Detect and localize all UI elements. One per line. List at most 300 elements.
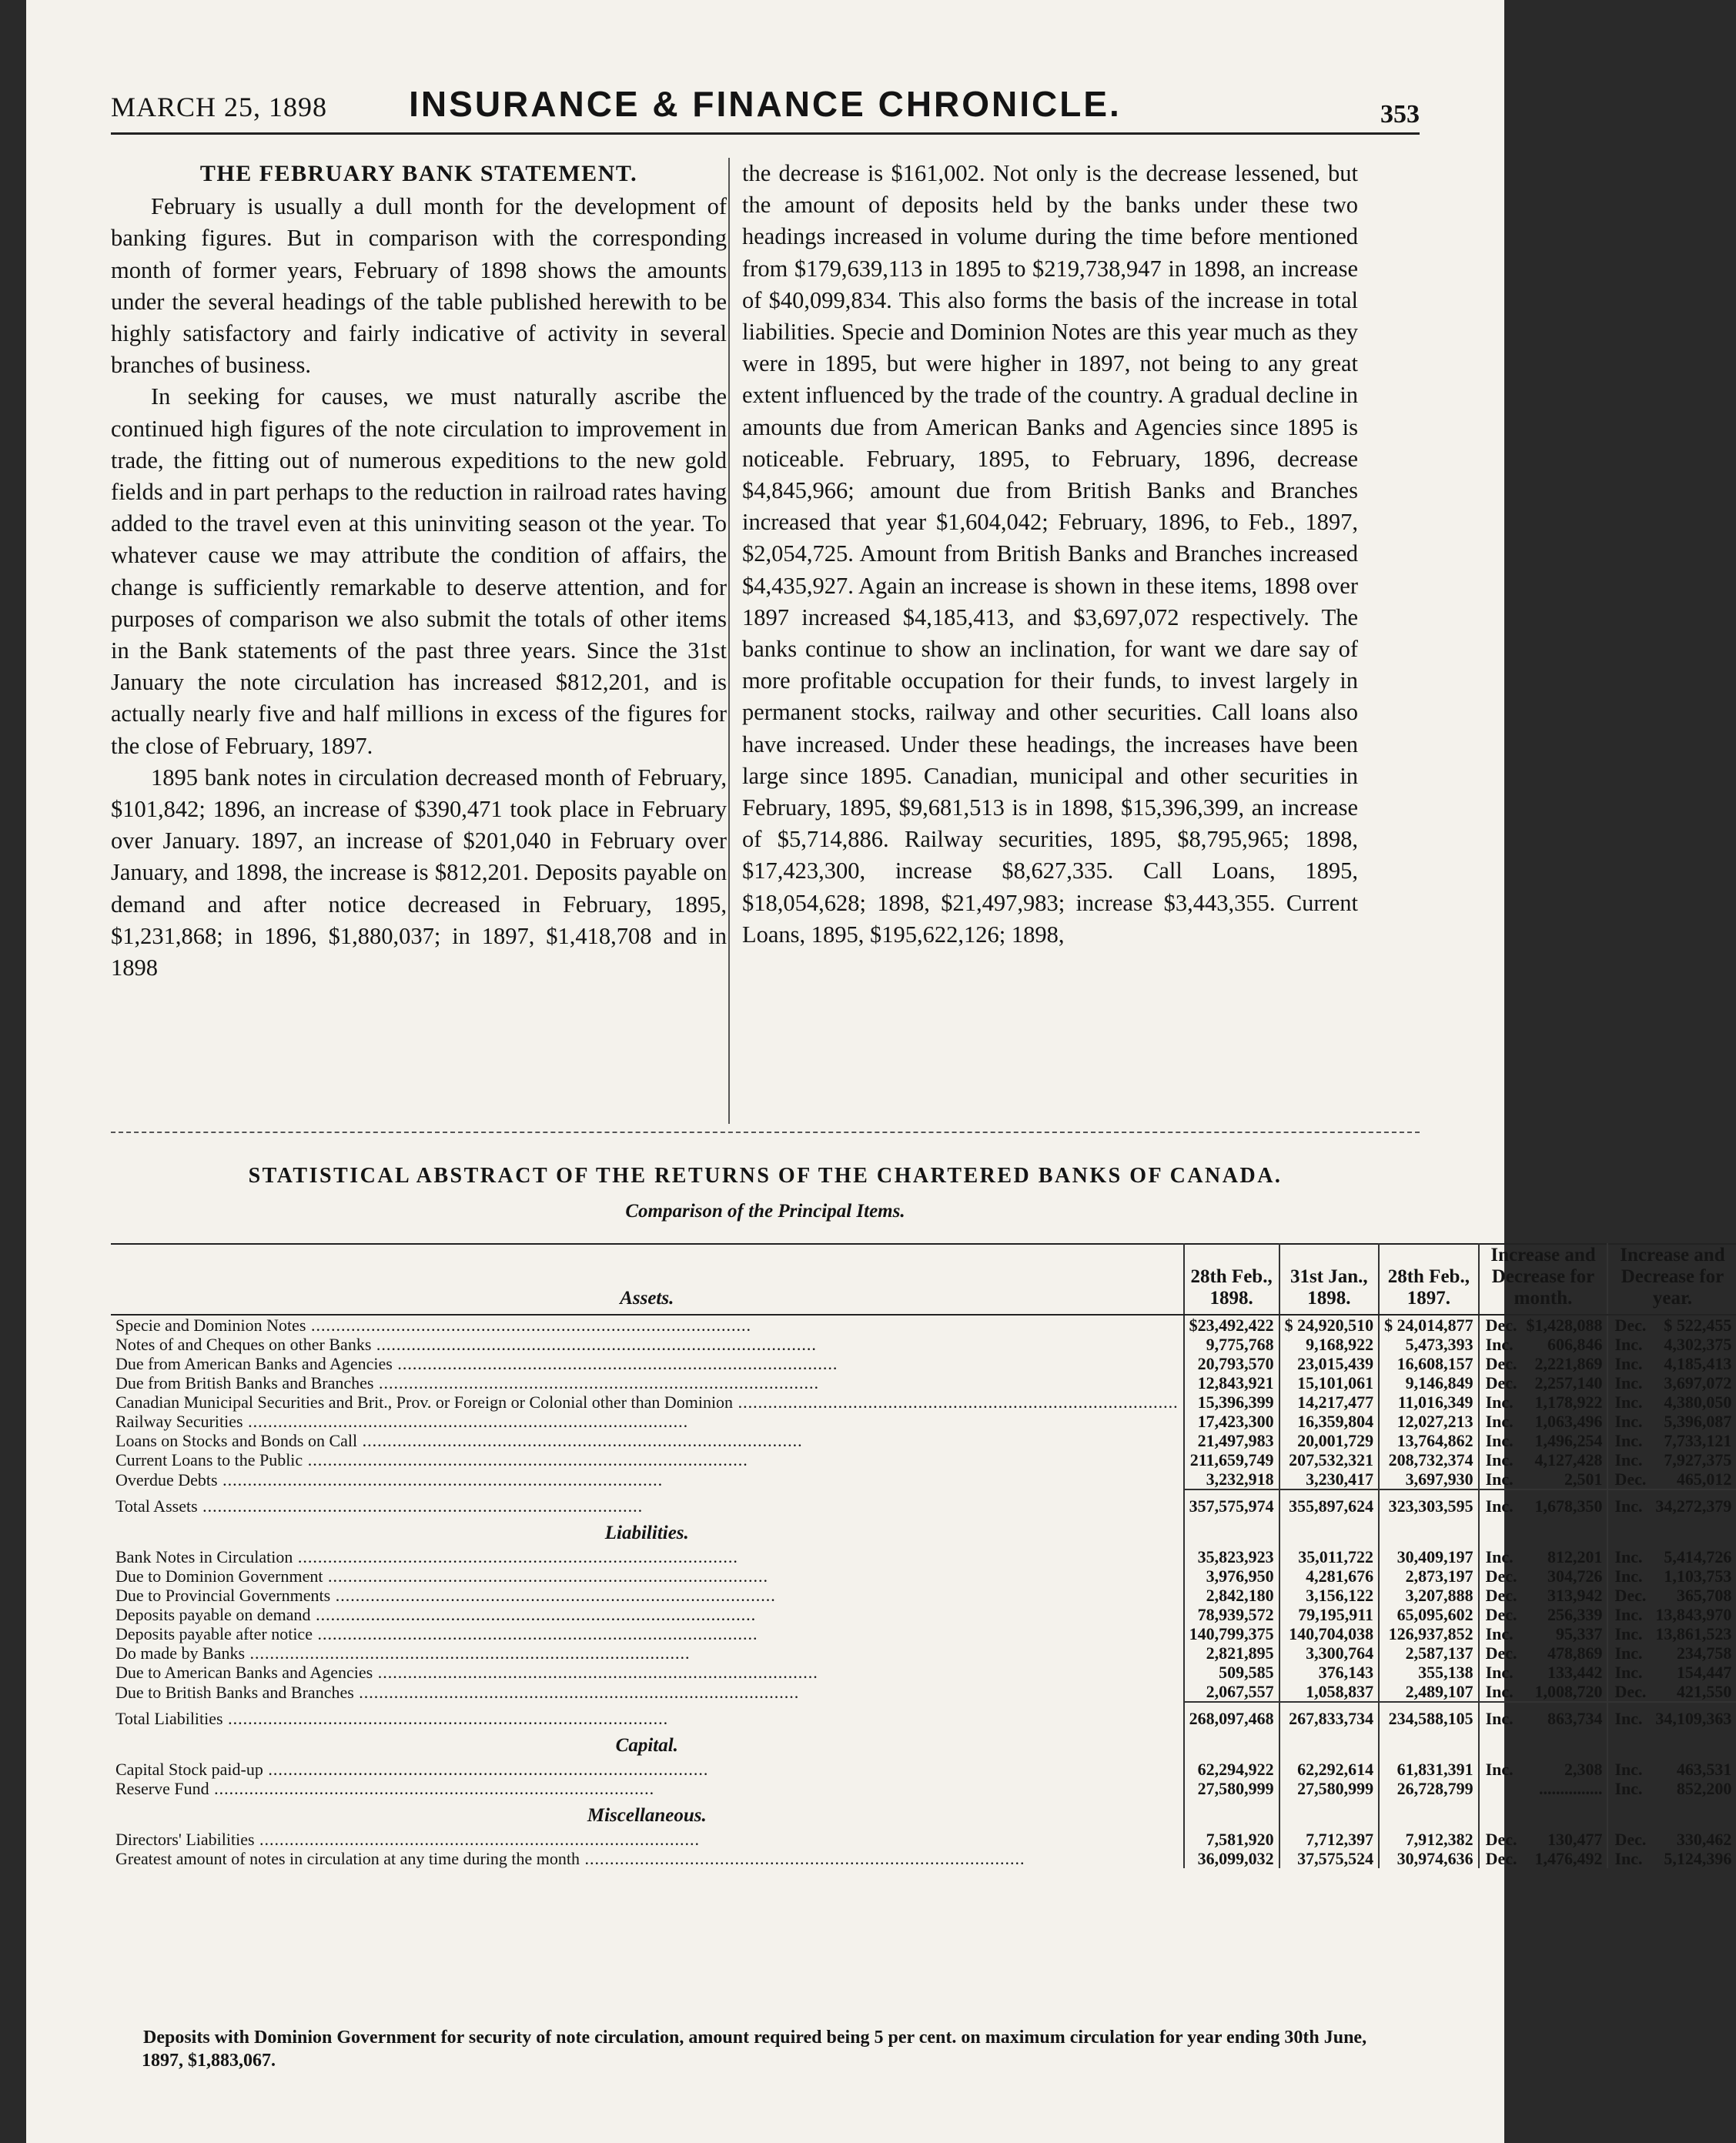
section-heading: Capital.	[615, 1735, 678, 1756]
value-jan-1898: 3,156,122	[1279, 1586, 1380, 1605]
table-row	[111, 1643, 1736, 1663]
table-row	[111, 1431, 1736, 1450]
month-direction: Dec.	[1479, 1373, 1522, 1392]
article-heading: THE FEBRUARY BANK STATEMENT.	[199, 161, 638, 186]
year-change: 365,708	[1676, 1586, 1732, 1605]
article-right-column	[742, 158, 1358, 951]
column-header: Increase and Decrease for month.	[1479, 1244, 1608, 1315]
table-row	[111, 1663, 1736, 1682]
value-feb-1897: 208,732,374	[1379, 1450, 1479, 1469]
value-feb-1897: 61,831,391	[1379, 1760, 1479, 1779]
row-label-text: Greatest amount of notes in circulation at any time during the month	[115, 1849, 580, 1868]
leader-dots: ........................................................................................	[254, 1830, 701, 1849]
value-feb-1897: 30,974,636	[1379, 1849, 1479, 1868]
month-direction: Dec.	[1479, 1605, 1522, 1624]
leader-dots: ........................................................................................	[580, 1849, 1025, 1868]
empty-cell	[1607, 1728, 1651, 1760]
leader-dots: ........................................................................................	[243, 1412, 689, 1431]
year-direction: Inc.	[1607, 1760, 1651, 1779]
year-direction: Inc.	[1607, 1663, 1651, 1682]
value-feb-1898: 357,575,974	[1184, 1489, 1279, 1516]
row-label-text: Loans on Stocks and Bonds on Call	[115, 1431, 358, 1450]
empty-cell	[1521, 1798, 1607, 1830]
value-jan-1898: 355,897,624	[1279, 1489, 1380, 1516]
row-label-text: Due to British Banks and Branches	[115, 1683, 354, 1702]
month-change: 2,257,140	[1534, 1373, 1603, 1392]
year-change: 5,414,726	[1664, 1547, 1732, 1566]
year-change: 154,447	[1676, 1663, 1732, 1682]
month-direction: Inc.	[1479, 1450, 1522, 1469]
publication-title: INSURANCE & FINANCE CHRONICLE.	[409, 84, 1122, 124]
row-label-text: Notes of and Cheques on other Banks	[115, 1335, 372, 1354]
value-feb-1897: 355,138	[1379, 1663, 1479, 1682]
page-header	[111, 83, 1420, 129]
month-direction: Inc.	[1479, 1682, 1522, 1702]
paragraph: February is usually a dull month for the development of banking figures. But in comparison with the corresponding month of former years, February of 1898 shows the amounts under the several headings of the table published herewith to be highly satisfactory and fairly indicative of activity in several branches of business.	[111, 193, 727, 379]
year-change: 5,124,396	[1664, 1849, 1732, 1868]
empty-cell	[1479, 1798, 1522, 1830]
month-change: 1,496,254	[1534, 1431, 1603, 1450]
month-change: 2,221,869	[1534, 1354, 1603, 1373]
row-label-text: Due to American Banks and Agencies	[115, 1663, 373, 1682]
empty-cell	[1379, 1798, 1479, 1830]
issue-date: MARCH 25, 1898	[111, 92, 328, 122]
value-jan-1898: 4,281,676	[1279, 1566, 1380, 1586]
section-heading: Miscellaneous.	[587, 1805, 707, 1826]
month-change: 2,308	[1564, 1760, 1603, 1779]
year-direction: Dec.	[1607, 1682, 1651, 1702]
month-direction: Dec.	[1479, 1586, 1522, 1605]
value-jan-1898: 1,058,837	[1279, 1682, 1380, 1702]
row-label-text: Due to Dominion Government	[115, 1566, 323, 1586]
row-label	[111, 1315, 1184, 1335]
year-change: 13,843,970	[1655, 1605, 1732, 1624]
table-row	[111, 1392, 1736, 1412]
column-header: 31st Jan., 1898.	[1279, 1244, 1380, 1315]
value-feb-1897: 323,303,595	[1379, 1489, 1479, 1516]
value-jan-1898: 3,300,764	[1279, 1643, 1380, 1663]
month-direction: Dec.	[1479, 1566, 1522, 1586]
value-feb-1898: 62,294,922	[1184, 1760, 1279, 1779]
year-change: 7,927,375	[1664, 1450, 1732, 1469]
value-jan-1898: 15,101,061	[1279, 1373, 1380, 1392]
month-direction: Dec.	[1479, 1849, 1522, 1868]
year-direction: Dec.	[1607, 1830, 1651, 1849]
year-direction: Dec.	[1607, 1469, 1651, 1489]
value-feb-1897: 3,207,888	[1379, 1586, 1479, 1605]
month-change: $1,428,088	[1526, 1316, 1603, 1335]
table-row	[111, 1315, 1736, 1335]
value-jan-1898: 16,359,804	[1279, 1412, 1380, 1431]
newspaper-page	[26, 0, 1732, 2143]
year-direction: Inc.	[1607, 1450, 1651, 1469]
month-change: 606,846	[1547, 1335, 1603, 1354]
value-jan-1898: 140,704,038	[1279, 1624, 1380, 1643]
value-feb-1898: 15,396,399	[1184, 1392, 1279, 1412]
year-direction: Inc.	[1607, 1849, 1651, 1868]
year-direction: Dec.	[1607, 1315, 1651, 1335]
row-label-text: Total Assets	[115, 1496, 198, 1516]
table-row	[111, 1547, 1736, 1566]
month-direction: Inc.	[1479, 1412, 1522, 1431]
month-change: ...............	[1538, 1779, 1603, 1798]
month-change: 1,476,492	[1534, 1849, 1603, 1868]
value-jan-1898: 20,001,729	[1279, 1431, 1380, 1450]
row-label	[111, 1605, 1184, 1624]
row-label-text: Do made by Banks	[115, 1643, 246, 1663]
month-direction: Dec.	[1479, 1315, 1522, 1335]
leader-dots: ........................................................................................	[323, 1566, 768, 1586]
value-feb-1898: $23,492,422	[1184, 1315, 1279, 1335]
row-label-text: Total Liabilities	[115, 1709, 223, 1728]
value-feb-1898: 12,843,921	[1184, 1373, 1279, 1392]
value-jan-1898: 207,532,321	[1279, 1450, 1380, 1469]
row-label-text: Deposits payable on demand	[115, 1605, 311, 1624]
empty-cell	[1184, 1728, 1279, 1760]
year-direction: Inc.	[1607, 1605, 1651, 1624]
row-label-text: Railway Securities	[115, 1412, 243, 1431]
section-heading-row	[111, 1516, 1736, 1547]
row-label-text: Deposits payable after notice	[115, 1624, 313, 1643]
value-feb-1898: 35,823,923	[1184, 1547, 1279, 1566]
empty-cell	[1379, 1728, 1479, 1760]
column-header: 28th Feb., 1898.	[1184, 1244, 1279, 1315]
month-direction: Dec.	[1479, 1830, 1522, 1849]
month-direction: Inc.	[1479, 1760, 1522, 1779]
table-title: STATISTICAL ABSTRACT OF THE RETURNS OF THE CHARTERED BANKS OF CANADA.	[248, 1164, 1283, 1188]
month-direction: Inc.	[1479, 1431, 1522, 1450]
year-change: 1,103,753	[1664, 1566, 1732, 1586]
empty-cell	[1379, 1516, 1479, 1547]
year-direction: Dec.	[1607, 1586, 1651, 1605]
value-feb-1897: 2,873,197	[1379, 1566, 1479, 1586]
month-change: 130,477	[1547, 1830, 1603, 1849]
leader-dots: ........................................................................................	[373, 1373, 819, 1392]
table-row	[111, 1354, 1736, 1373]
value-jan-1898: 37,575,524	[1279, 1849, 1380, 1868]
column-header: Assets.	[111, 1244, 1184, 1315]
month-change: 863,734	[1521, 1702, 1607, 1728]
row-label-text: Current Loans to the Public	[115, 1450, 303, 1469]
month-change: 304,726	[1547, 1566, 1603, 1586]
row-label	[111, 1431, 1184, 1450]
month-change: 1,178,922	[1534, 1392, 1603, 1412]
table-row	[111, 1335, 1736, 1354]
year-direction: Inc.	[1607, 1779, 1651, 1798]
page-number: 353	[1380, 100, 1420, 129]
year-change: 5,396,087	[1664, 1412, 1732, 1431]
row-label	[111, 1682, 1184, 1702]
empty-cell	[1279, 1728, 1380, 1760]
month-direction: Inc.	[1479, 1702, 1522, 1728]
leader-dots: ........................................................................................	[293, 1547, 738, 1566]
value-feb-1897: 126,937,852	[1379, 1624, 1479, 1643]
column-divider	[728, 158, 730, 1124]
year-change: 7,733,121	[1664, 1431, 1732, 1450]
leader-dots: ........................................................................................	[197, 1496, 644, 1516]
year-direction: Inc.	[1607, 1624, 1651, 1643]
year-direction: Inc.	[1607, 1412, 1651, 1431]
value-feb-1898: 509,585	[1184, 1663, 1279, 1682]
value-feb-1897: 7,912,382	[1379, 1830, 1479, 1849]
value-feb-1898: 78,939,572	[1184, 1605, 1279, 1624]
year-change: 4,185,413	[1664, 1354, 1732, 1373]
value-feb-1898: 17,423,300	[1184, 1412, 1279, 1431]
month-direction: Dec.	[1479, 1643, 1522, 1663]
year-direction: Inc.	[1607, 1489, 1651, 1516]
row-label	[111, 1489, 1184, 1516]
value-feb-1898: 140,799,375	[1184, 1624, 1279, 1643]
row-label-text: Capital Stock paid-up	[115, 1760, 263, 1779]
leader-dots: ........................................................................................	[373, 1663, 818, 1682]
year-change: 421,550	[1676, 1682, 1732, 1701]
leader-dots: ........................................................................................	[263, 1760, 709, 1779]
value-jan-1898: 267,833,734	[1279, 1702, 1380, 1728]
empty-cell	[1651, 1728, 1736, 1760]
month-direction: Inc.	[1479, 1392, 1522, 1412]
month-change: 133,442	[1547, 1663, 1603, 1682]
year-change: 465,012	[1676, 1469, 1732, 1489]
paragraph: 1895 bank notes in circulation decreased month of February, $101,842; 1896, an increase of $390,471 took place in February over January. 1897, an increase of $201,040 in February over January, and 1898, the increase is $812,201. Deposits payable on demand and after notice decreased in February, 1895, $1,231,868; in 1896, $1,880,037; in 1897, $1,418,708 and in 1898	[111, 764, 727, 981]
year-change: 330,462	[1676, 1830, 1732, 1849]
table-footnote: Deposits with Dominion Government for security of note circulation, amount required being 5 per cent. on maximum circulation for year ending 30th June, 1897, $1,883,067.	[142, 2028, 1367, 2071]
month-change: 478,869	[1547, 1643, 1603, 1663]
year-change: $ 522,455	[1664, 1316, 1732, 1335]
value-jan-1898: 23,015,439	[1279, 1354, 1380, 1373]
table-subtitle: Comparison of the Principal Items.	[625, 1201, 905, 1222]
table-header-row	[111, 1244, 1736, 1315]
row-label	[111, 1354, 1184, 1373]
month-direction	[1479, 1779, 1522, 1798]
row-label-text: Due from British Banks and Branches	[115, 1373, 374, 1392]
value-feb-1898: 20,793,570	[1184, 1354, 1279, 1373]
month-change: 1,678,350	[1521, 1489, 1607, 1516]
value-feb-1897: 65,095,602	[1379, 1605, 1479, 1624]
month-change: 95,337	[1555, 1624, 1603, 1643]
empty-cell	[1184, 1516, 1279, 1547]
paragraph: In seeking for causes, we must naturally ascribe the continued high figures of the note circulation to improvement in trade, the fitting out of numerous expeditions to the new gold fields and in part perhaps to the reduction in railroad rates having added to the travel even at this uninviting season ot the year. To whatever cause we may attribute the condition of affairs, the change is sufficiently remarkable to deserve attention, and for purposes of comparison we also submit the totals of other items in the Bank statements of the past three years. Since the 31st January the note circulation has increased $812,201, and is actually nearly five and half millions in excess of the figures for the close of February, 1897.	[111, 383, 727, 759]
value-feb-1897: 12,027,213	[1379, 1412, 1479, 1431]
year-change: 852,200	[1676, 1779, 1732, 1798]
year-direction: Inc.	[1607, 1702, 1651, 1728]
leader-dots: ........................................................................................	[209, 1779, 655, 1798]
year-change: 3,697,072	[1664, 1373, 1732, 1392]
row-label	[111, 1624, 1184, 1643]
row-label	[111, 1547, 1184, 1566]
month-change: 812,201	[1547, 1547, 1603, 1566]
month-change: 313,942	[1547, 1586, 1603, 1605]
value-feb-1897: 26,728,799	[1379, 1779, 1479, 1798]
value-jan-1898: 14,217,477	[1279, 1392, 1380, 1412]
row-label	[111, 1849, 1184, 1868]
year-direction: Inc.	[1607, 1335, 1651, 1354]
year-direction: Inc.	[1607, 1431, 1651, 1450]
statistical-table	[111, 1243, 1736, 1868]
empty-cell	[1651, 1798, 1736, 1830]
empty-cell	[1279, 1516, 1380, 1547]
row-label	[111, 1373, 1184, 1392]
month-direction: Inc.	[1479, 1663, 1522, 1682]
table-row	[111, 1849, 1736, 1868]
value-feb-1898: 3,232,918	[1184, 1469, 1279, 1489]
leader-dots: ........................................................................................	[310, 1605, 757, 1624]
row-label-text: Due to Provincial Governments	[115, 1586, 331, 1605]
value-jan-1898: 79,195,911	[1279, 1605, 1380, 1624]
leader-dots: ........................................................................................	[222, 1709, 669, 1728]
empty-cell	[1279, 1798, 1380, 1830]
year-change: 4,380,050	[1664, 1392, 1732, 1412]
section-heading-row	[111, 1728, 1736, 1760]
value-feb-1898: 2,821,895	[1184, 1643, 1279, 1663]
value-feb-1897: 3,697,930	[1379, 1469, 1479, 1489]
row-label-text: Due from American Banks and Agencies	[115, 1354, 393, 1373]
leader-dots: ........................................................................................	[217, 1470, 664, 1489]
total-row	[111, 1489, 1736, 1516]
leader-dots: ........................................................................................	[733, 1392, 1179, 1412]
leader-dots: ........................................................................................	[353, 1683, 800, 1702]
row-label-text: Reserve Fund	[115, 1779, 209, 1798]
column-header: Increase and Decrease for year.	[1607, 1244, 1736, 1315]
value-feb-1898: 7,581,920	[1184, 1830, 1279, 1849]
row-label	[111, 1450, 1184, 1469]
row-label-text: Directors' Liabilities	[115, 1830, 255, 1849]
row-label	[111, 1760, 1184, 1779]
section-rule	[111, 1132, 1420, 1133]
year-change: 4,302,375	[1664, 1335, 1732, 1354]
row-label	[111, 1830, 1184, 1849]
table-row	[111, 1373, 1736, 1392]
year-direction: Inc.	[1607, 1566, 1651, 1586]
month-change: 256,339	[1547, 1605, 1603, 1624]
row-label	[111, 1566, 1184, 1586]
table-row	[111, 1624, 1736, 1643]
year-change: 234,758	[1676, 1643, 1732, 1663]
year-change: 34,109,363	[1651, 1702, 1736, 1728]
value-jan-1898: 376,143	[1279, 1663, 1380, 1682]
value-feb-1897: 5,473,393	[1379, 1335, 1479, 1354]
year-direction: Inc.	[1607, 1373, 1651, 1392]
value-feb-1898: 3,976,950	[1184, 1566, 1279, 1586]
month-direction: Inc.	[1479, 1547, 1522, 1566]
value-feb-1898: 9,775,768	[1184, 1335, 1279, 1354]
value-feb-1898: 211,659,749	[1184, 1450, 1279, 1469]
value-jan-1898: 62,292,614	[1279, 1760, 1380, 1779]
value-jan-1898: $ 24,920,510	[1279, 1315, 1380, 1335]
leader-dots: ........................................................................................	[357, 1431, 803, 1450]
value-jan-1898: 35,011,722	[1279, 1547, 1380, 1566]
year-direction: Inc.	[1607, 1354, 1651, 1373]
month-direction: Inc.	[1479, 1489, 1522, 1516]
value-feb-1897: 16,608,157	[1379, 1354, 1479, 1373]
year-direction: Inc.	[1607, 1547, 1651, 1566]
empty-cell	[1521, 1728, 1607, 1760]
year-direction: Inc.	[1607, 1643, 1651, 1663]
leader-dots: ........................................................................................	[245, 1643, 691, 1663]
leader-dots: ........................................................................................	[303, 1450, 748, 1469]
empty-cell	[1651, 1516, 1736, 1547]
year-direction: Inc.	[1607, 1392, 1651, 1412]
column-header: 28th Feb., 1897.	[1379, 1244, 1479, 1315]
row-label-text: Bank Notes in Circulation	[115, 1547, 293, 1566]
month-direction: Inc.	[1479, 1469, 1522, 1489]
empty-cell	[1607, 1516, 1651, 1547]
total-row	[111, 1702, 1736, 1728]
table-row	[111, 1412, 1736, 1431]
value-feb-1898: 2,842,180	[1184, 1586, 1279, 1605]
empty-cell	[1521, 1516, 1607, 1547]
section-heading-row	[111, 1798, 1736, 1830]
table-row	[111, 1586, 1736, 1605]
row-label-text: Overdue Debts	[115, 1470, 218, 1489]
month-change: 2,501	[1564, 1469, 1603, 1489]
value-jan-1898: 3,230,417	[1279, 1469, 1380, 1489]
month-change: 1,008,720	[1534, 1682, 1603, 1701]
row-label	[111, 1392, 1184, 1412]
article-left-column	[111, 158, 727, 984]
value-feb-1897: 234,588,105	[1379, 1702, 1479, 1728]
value-feb-1897: 2,587,137	[1379, 1643, 1479, 1663]
month-direction: Dec.	[1479, 1354, 1522, 1373]
row-label-text: Canadian Municipal Securities and Brit., Prov. or Foreign or Colonial other than Dominion	[115, 1392, 734, 1412]
empty-cell	[1184, 1798, 1279, 1830]
table-row	[111, 1760, 1736, 1779]
value-jan-1898: 9,168,922	[1279, 1335, 1380, 1354]
leader-dots: ........................................................................................	[312, 1624, 758, 1643]
empty-cell	[1479, 1516, 1522, 1547]
value-feb-1897: 2,489,107	[1379, 1682, 1479, 1702]
value-feb-1898: 2,067,557	[1184, 1682, 1279, 1702]
row-label	[111, 1412, 1184, 1431]
value-jan-1898: 7,712,397	[1279, 1830, 1380, 1849]
row-label	[111, 1702, 1184, 1728]
month-direction: Inc.	[1479, 1335, 1522, 1354]
month-direction: Inc.	[1479, 1624, 1522, 1643]
paragraph: the decrease is $161,002. Not only is the decrease lessened, but the amount of deposits held by the banks under these two headings increased in volume during the time before mentioned from $179,639,113 in 1895 to $219,738,947 in 1898, an increase of $40,099,834. This also forms the basis of the increase in total liabilities. Specie and Dominion Notes are this year much as they were in 1895, but were higher in 1897, not being to any great extent influenced by the trade of the country. A gradual decline in amounts due from American Banks and Agencies since 1895 is noticeable. February, 1895, to February, 1896, decrease $4,845,966; amount due from British Banks and Branches increased that year $1,604,042; February, 1896, to Feb., 1897, $2,054,725. Amount from British Banks and Branches increased $4,435,927. Again an increase is shown in these items, 1898 over 1897 increased $4,185,413, and $3,697,072 respectively. The banks continue to show an inclination, for want we dare say of more profitable occupation for their funds, to invest largely in permanent stocks, railway and other securities. Call loans also have increased. Under these headings, the increases have been large since 1895. Canadian, municipal and other securities in February, 1895, $9,681,513 is in 1898, $15,396,399, an increase of $5,714,886. Railway securities, 1895, $8,795,965; 1898, $17,423,300, increase $8,627,335. Call Loans, 1895, $18,054,628; 1898, $21,497,983; increase $3,443,355. Current Loans, 1895, $195,622,126; 1898,	[742, 160, 1358, 948]
year-change: 13,861,523	[1655, 1624, 1732, 1643]
value-feb-1898: 21,497,983	[1184, 1431, 1279, 1450]
row-label	[111, 1643, 1184, 1663]
value-feb-1897: 30,409,197	[1379, 1547, 1479, 1566]
value-feb-1897: 13,764,862	[1379, 1431, 1479, 1450]
leader-dots: ........................................................................................	[330, 1586, 776, 1605]
value-feb-1898: 36,099,032	[1184, 1849, 1279, 1868]
row-label	[111, 1335, 1184, 1354]
value-feb-1897: 11,016,349	[1379, 1392, 1479, 1412]
table-row	[111, 1450, 1736, 1469]
section-heading: Liabilities.	[604, 1523, 689, 1543]
value-feb-1897: 9,146,849	[1379, 1373, 1479, 1392]
row-label	[111, 1779, 1184, 1798]
year-change: 463,531	[1676, 1760, 1732, 1779]
table-row	[111, 1605, 1736, 1624]
table-row	[111, 1830, 1736, 1849]
leader-dots: ........................................................................................	[371, 1335, 817, 1354]
leader-dots: ........................................................................................	[306, 1316, 751, 1335]
row-label	[111, 1469, 1184, 1489]
value-feb-1897: $ 24,014,877	[1379, 1315, 1479, 1335]
empty-cell	[1479, 1728, 1522, 1760]
table-body	[111, 1315, 1736, 1868]
header-rule	[111, 132, 1420, 135]
row-label-text: Specie and Dominion Notes	[115, 1316, 306, 1335]
value-feb-1898: 27,580,999	[1184, 1779, 1279, 1798]
row-label	[111, 1586, 1184, 1605]
leader-dots: ........................................................................................	[392, 1354, 838, 1373]
month-change: 4,127,428	[1534, 1450, 1603, 1469]
table-row	[111, 1779, 1736, 1798]
value-jan-1898: 27,580,999	[1279, 1779, 1380, 1798]
table-row	[111, 1469, 1736, 1489]
